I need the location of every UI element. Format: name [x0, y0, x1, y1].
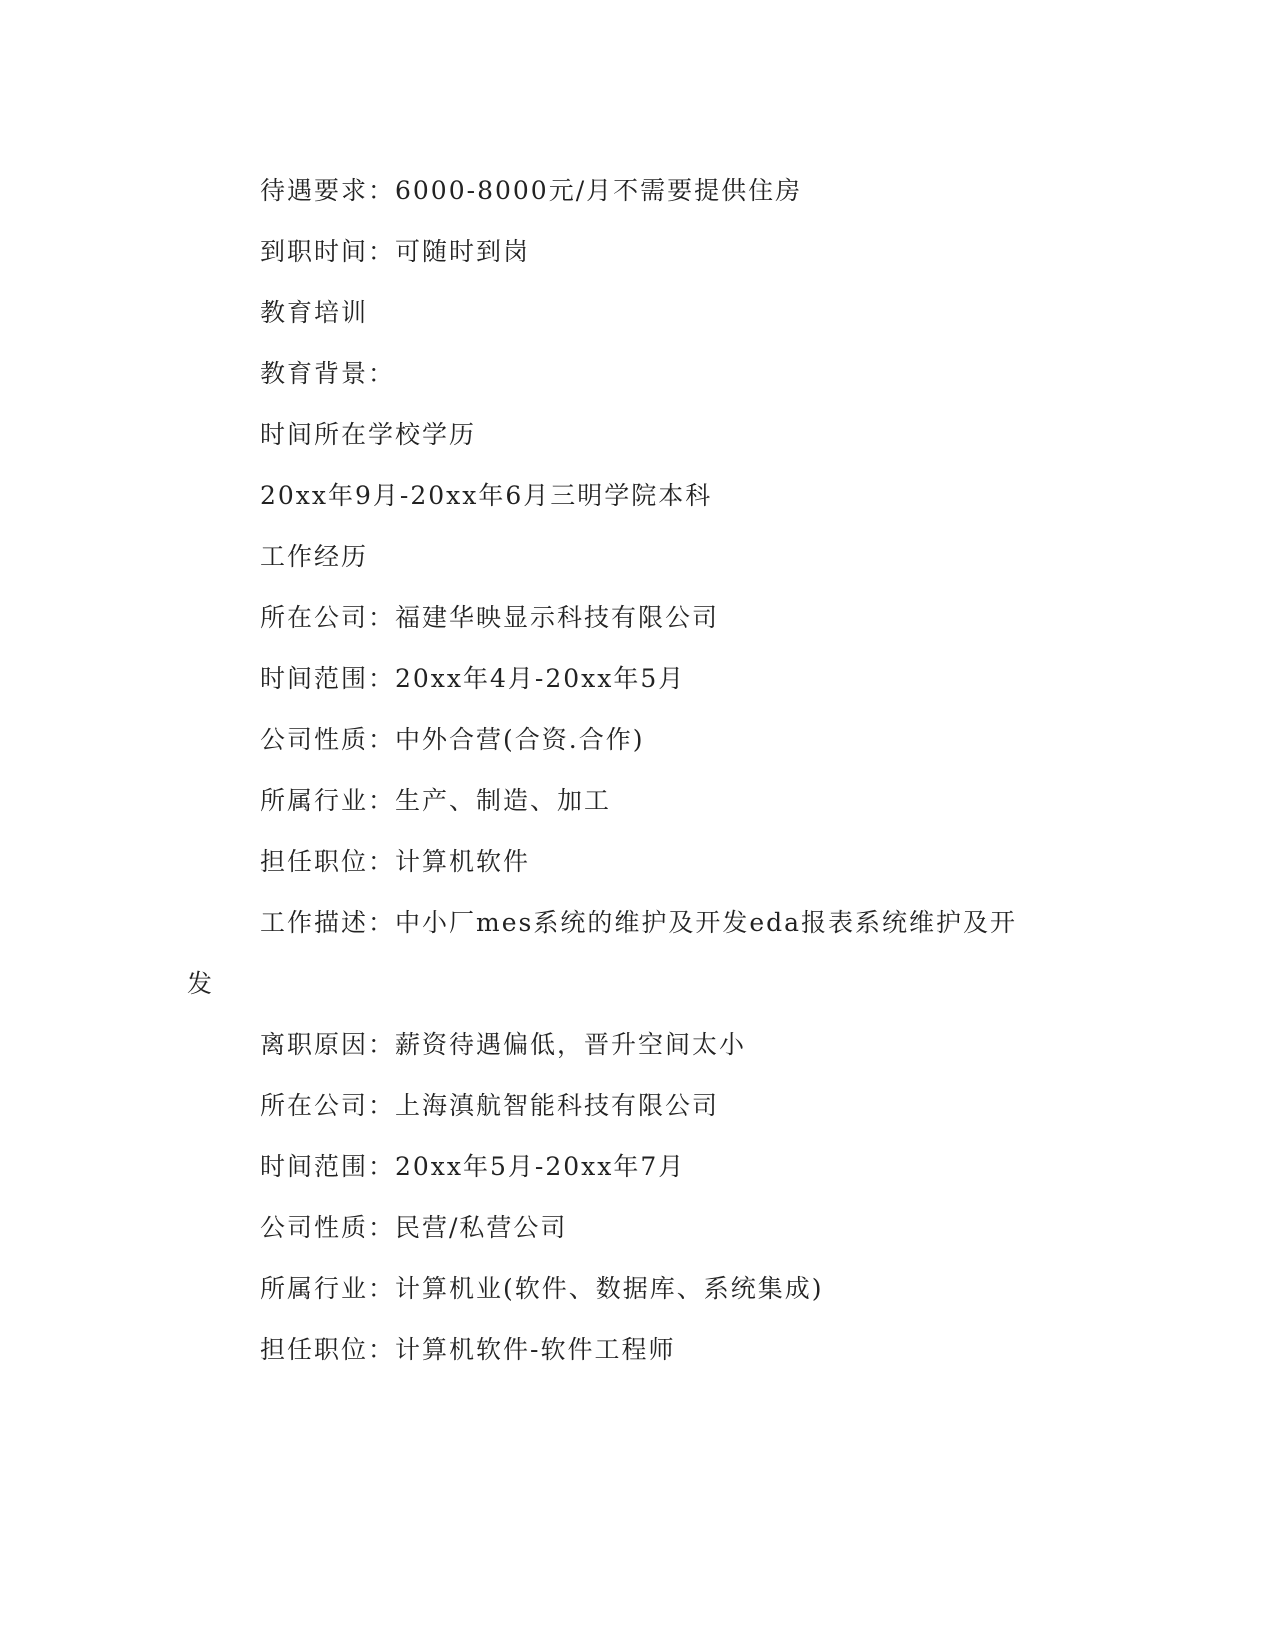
education-table-header: 时间所在学校学历 — [260, 420, 477, 449]
job2-industry: 所属行业：计算机业(软件、数据库、系统集成) — [260, 1274, 824, 1303]
job1-company: 所在公司：福建华映显示科技有限公司 — [260, 603, 720, 632]
job1-description: 工作描述：中小厂mes系统的维护及开发eda报表系统维护及开 — [260, 908, 1018, 937]
job1-description-continued: 发 — [187, 969, 215, 998]
job1-company-type: 公司性质：中外合营(合资.合作) — [260, 725, 645, 754]
start-time: 到职时间：可随时到岗 — [260, 237, 531, 266]
education-entry: 20xx年9月-20xx年6月三明学院本科 — [260, 481, 713, 510]
salary-requirement: 待遇要求：6000-8000元/月不需要提供住房 — [260, 176, 803, 205]
job2-company-type: 公司性质：民营/私营公司 — [260, 1213, 568, 1242]
document-body — [187, 160, 1067, 1380]
job2-position: 担任职位：计算机软件-软件工程师 — [260, 1335, 676, 1364]
job1-period: 时间范围：20xx年4月-20xx年5月 — [260, 664, 686, 693]
section-heading-work-experience: 工作经历 — [260, 542, 369, 571]
education-background-label: 教育背景： — [260, 359, 396, 388]
job2-company: 所在公司：上海滇航智能科技有限公司 — [260, 1091, 720, 1120]
job1-leaving-reason: 离职原因：薪资待遇偏低，晋升空间太小 — [260, 1030, 747, 1059]
job2-period: 时间范围：20xx年5月-20xx年7月 — [260, 1152, 686, 1181]
job1-industry: 所属行业：生产、制造、加工 — [260, 786, 612, 815]
section-heading-education-training: 教育培训 — [260, 298, 369, 327]
job1-position: 担任职位：计算机软件 — [260, 847, 531, 876]
